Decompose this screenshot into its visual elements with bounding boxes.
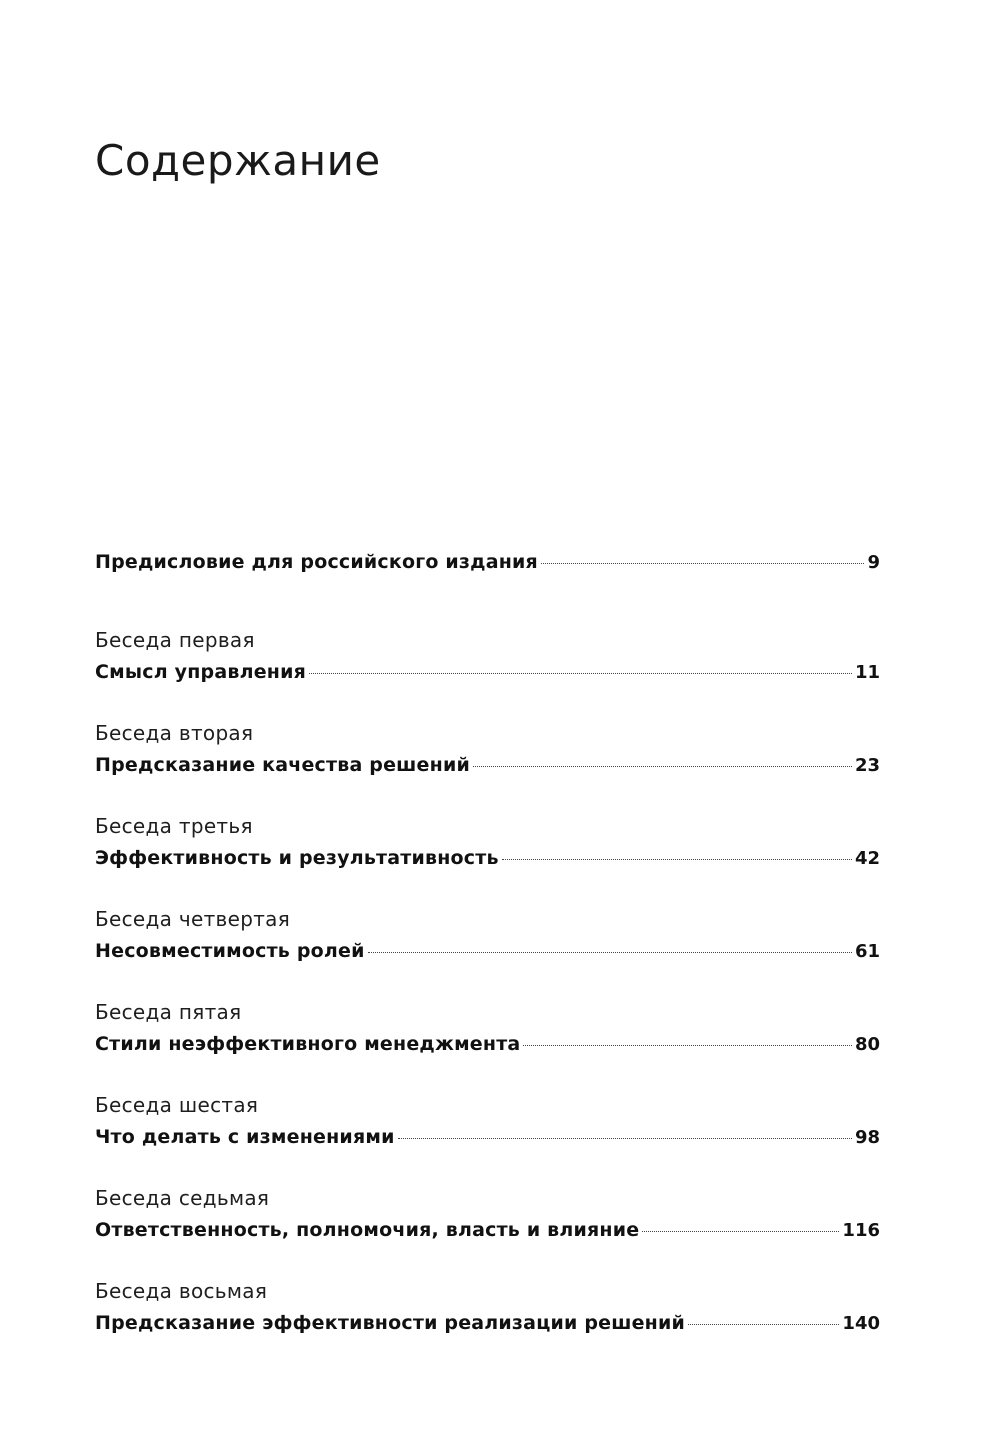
toc-entry-title: Ответственность, полномочия, власть и влияние [95,1219,640,1241]
dot-leader [368,952,852,953]
toc-entry-chapter-4[interactable] [95,904,880,997]
toc-page-number: 80 [854,1034,880,1055]
toc-line [95,1306,880,1340]
toc-page-number: 140 [842,1313,880,1334]
toc-entry-subtitle: Беседа шестая [95,1093,259,1117]
toc-entry-preface[interactable] [95,545,880,625]
toc-page-number: 116 [842,1220,880,1241]
toc-page-number: 11 [854,662,880,683]
toc-line [95,934,880,968]
toc-entry-chapter-5[interactable] [95,997,880,1090]
toc-line [95,841,880,875]
toc-entry-title: Предсказание качества решений [95,754,471,776]
toc-entry-title: Смысл управления [95,661,307,683]
toc-page-number: 42 [854,848,880,869]
dot-leader [541,563,865,564]
toc-entry-title: Несовместимость ролей [95,940,365,962]
dot-leader [502,859,852,860]
toc-line [95,545,880,579]
toc-page-number: 23 [854,755,880,776]
toc-entry-title: Эффективность и результативность [95,847,499,869]
toc-line [95,655,880,689]
toc-entry-subtitle: Беседа пятая [95,1000,242,1024]
toc-entry-chapter-1[interactable] [95,625,880,718]
toc-entry-chapter-6[interactable] [95,1090,880,1183]
toc-entry-subtitle: Беседа третья [95,814,253,838]
toc-entry-chapter-7[interactable] [95,1183,880,1276]
toc-page-number: 61 [854,941,880,962]
toc-entry-title: Предисловие для российского издания [95,551,538,573]
toc-entry-subtitle: Беседа первая [95,628,255,652]
toc-line [95,748,880,782]
toc-line [95,1027,880,1061]
toc-page-number: 9 [867,552,880,573]
dot-leader [523,1045,851,1046]
dot-leader [398,1138,852,1139]
toc-entry-chapter-8[interactable] [95,1276,880,1369]
toc-entry-title: Что делать с изменениями [95,1126,395,1148]
toc-entry-chapter-3[interactable] [95,811,880,904]
dot-leader [688,1324,839,1325]
toc-entry-title: Предсказание эффективности реализации решений [95,1312,686,1334]
table-of-contents [95,545,880,1369]
toc-entry-subtitle: Беседа четвертая [95,907,291,931]
dot-leader [473,766,852,767]
dot-leader [642,1231,839,1232]
toc-page-number: 98 [854,1127,880,1148]
toc-entry-title: Стили неэффективного менеджмента [95,1033,521,1055]
toc-entry-subtitle: Беседа вторая [95,721,254,745]
toc-line [95,1120,880,1154]
toc-entry-subtitle: Беседа седьмая [95,1186,270,1210]
toc-line [95,1213,880,1247]
page-title: Содержание [95,136,381,185]
toc-entry-subtitle: Беседа восьмая [95,1279,268,1303]
dot-leader [309,673,852,674]
toc-entry-chapter-2[interactable] [95,718,880,811]
